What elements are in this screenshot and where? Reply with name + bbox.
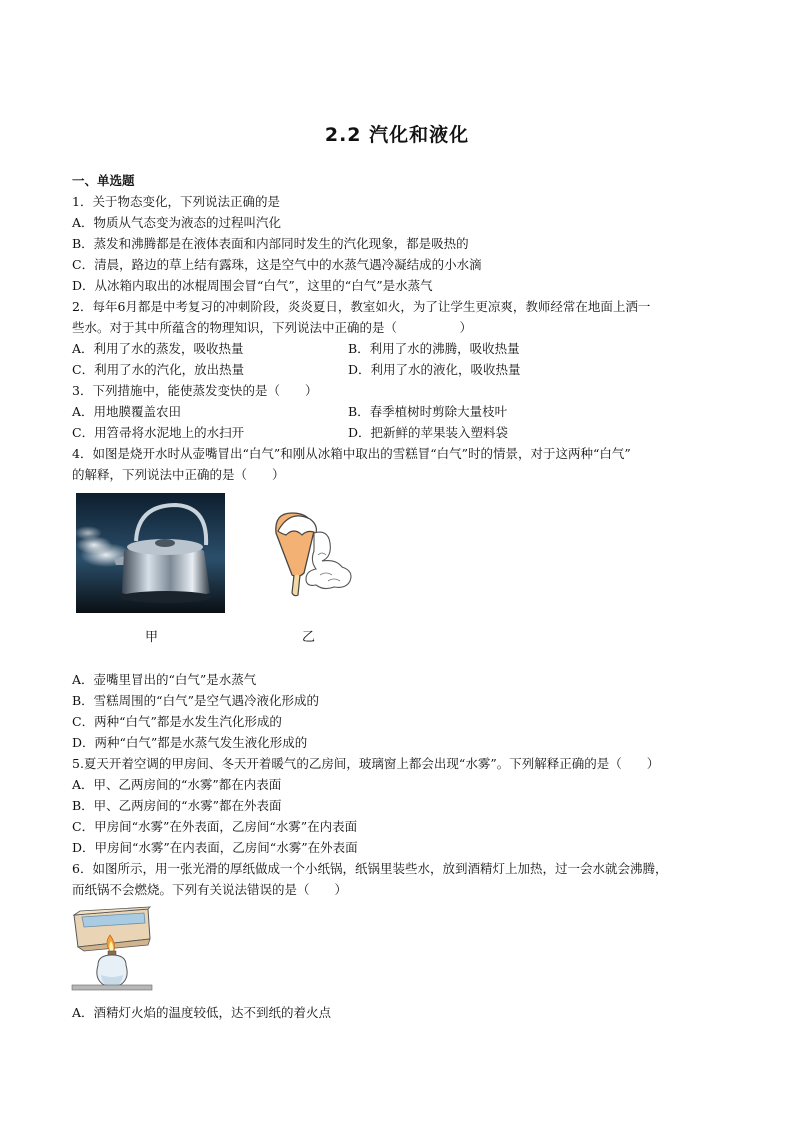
section-heading: 一、单选题 xyxy=(72,173,135,188)
q2-option-a: A．利用了水的蒸发，吸收热量 xyxy=(72,341,244,356)
q5-stem: 5.夏天开着空调的甲房间、冬天开着暖气的乙房间，玻璃窗上都会出现“水雾”。下列解释正确的是（ ） xyxy=(72,756,660,771)
paper-pot-alcohol-lamp-image xyxy=(70,905,155,995)
q2-stem-line1: 2．每年6月都是中考复习的冲刺阶段，炎炎夏日，教室如火，为了让学生更凉爽，教师经常在地面上洒一 xyxy=(72,299,651,314)
q2-option-c: C．利用了水的汽化，放出热量 xyxy=(72,362,245,377)
figure-caption-yi: 乙 xyxy=(302,630,316,645)
q1-option-a: A．物质从气态变为液态的过程叫汽化 xyxy=(72,215,282,230)
q4-stem-line2: 的解释，下列说法中正确的是（ ） xyxy=(72,467,285,482)
figure-caption-jia: 甲 xyxy=(145,630,159,645)
q4-stem-line1: 4．如图是烧开水时从壶嘴冒出“白气”和刚从冰箱中取出的雪糕冒“白气”时的情景，对于这两种“白气” xyxy=(72,446,631,461)
ice-pop-white-air-image xyxy=(270,505,358,600)
q6-stem-line1: 6．如图所示，用一张光滑的厚纸做成一个小纸锅，纸锅里装些水，放到酒精灯上加热，过一会水就会沸腾， xyxy=(72,861,668,876)
q3-option-d: D．把新鲜的苹果装入塑料袋 xyxy=(348,425,509,440)
q3-stem: 3．下列措施中，能使蒸发变快的是（ ） xyxy=(72,383,318,398)
q5-option-d: D．甲房间“水雾”在内表面，乙房间“水雾”在外表面 xyxy=(72,840,358,855)
q1-option-c: C．清晨，路边的草上结有露珠，这是空气中的水蒸气遇冷凝结成的小水滴 xyxy=(72,257,482,272)
q4-option-a: A．壶嘴里冒出的“白气”是水蒸气 xyxy=(72,672,257,687)
q3-option-a: A．用地膜覆盖农田 xyxy=(72,404,182,419)
q4-option-b: B．雪糕周围的“白气”是空气遇冷液化形成的 xyxy=(72,693,319,708)
page-title: 2.2 汽化和液化 xyxy=(324,124,470,146)
q2-option-b: B．利用了水的沸腾，吸收热量 xyxy=(348,341,520,356)
q2-stem-line2: 些水。对于其中所蕴含的物理知识，下列说法中正确的是（ ） xyxy=(72,320,473,335)
q4-option-c: C．两种“白气”都是水发生汽化形成的 xyxy=(72,714,282,729)
q1-stem: 1．关于物态变化，下列说法正确的是 xyxy=(72,194,280,209)
q3-option-c: C．用笤帚将水泥地上的水扫开 xyxy=(72,425,245,440)
q1-option-b: B．蒸发和沸腾都是在液体表面和内部同时发生的汽化现象，都是吸热的 xyxy=(72,236,469,251)
q4-option-d: D．两种“白气”都是水蒸气发生液化形成的 xyxy=(72,735,308,750)
q5-option-c: C．甲房间“水雾”在外表面，乙房间“水雾”在内表面 xyxy=(72,819,358,834)
q2-option-d: D．利用了水的液化，吸收热量 xyxy=(348,362,521,377)
q6-option-a: A．酒精灯火焰的温度较低，达不到纸的着火点 xyxy=(72,1005,332,1020)
q6-stem-line2: 而纸锅不会燃烧。下列有关说法错误的是（ ） xyxy=(72,882,348,897)
kettle-steam-image xyxy=(76,493,225,613)
q5-option-b: B．甲、乙两房间的“水雾”都在外表面 xyxy=(72,798,282,813)
q1-option-d: D．从冰箱内取出的冰棍周围会冒“白气”，这里的“白气”是水蒸气 xyxy=(72,278,433,293)
q5-option-a: A．甲、乙两房间的“水雾”都在内表面 xyxy=(72,777,282,792)
q3-option-b: B．春季植树时剪除大量枝叶 xyxy=(348,404,508,419)
